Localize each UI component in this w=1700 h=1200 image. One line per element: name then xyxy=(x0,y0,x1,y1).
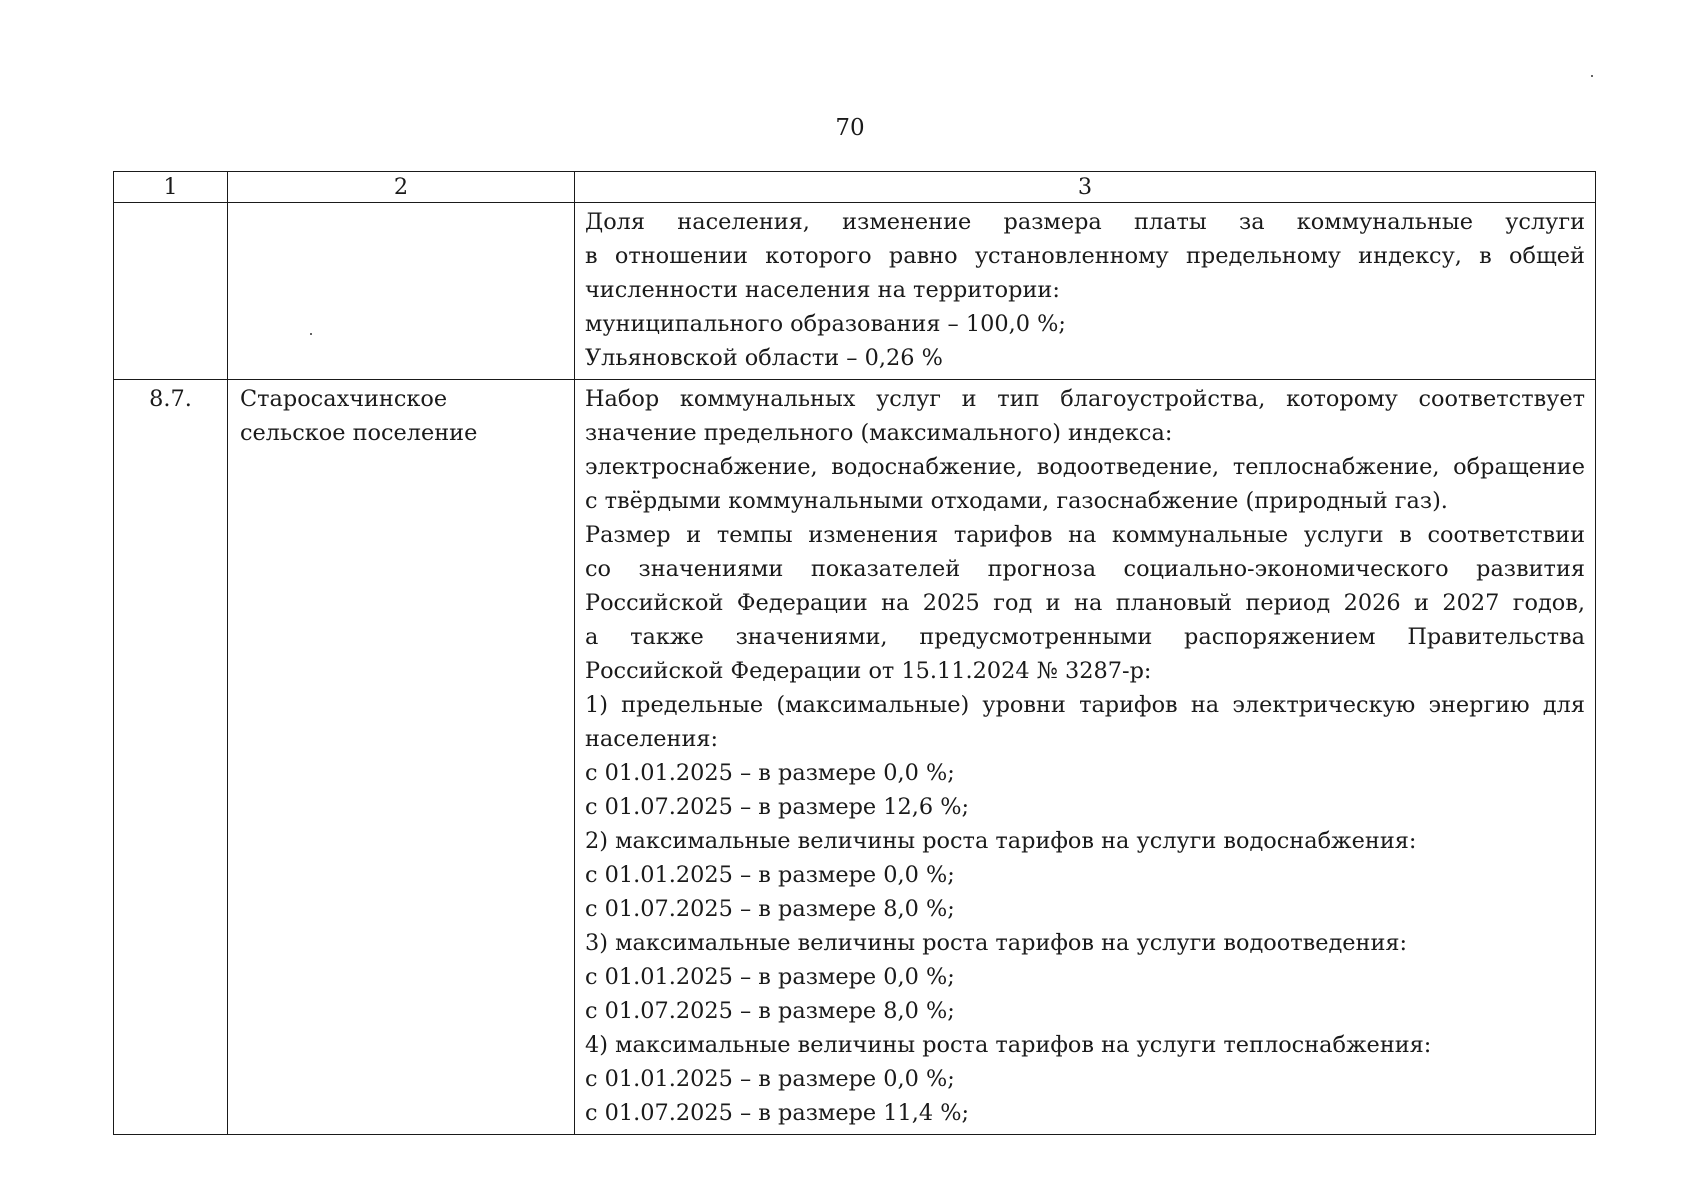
content-line: численности населения на территории: xyxy=(585,277,1060,303)
row-name xyxy=(228,203,575,380)
scan-mark xyxy=(310,333,312,335)
content-line: с 01.07.2025 – в размере 12,6 %; xyxy=(585,794,970,820)
content-line: Российской Федерации на 2025 год и на плановый период 2026 и 2027 годов, xyxy=(585,590,1585,616)
content-line: Набор коммунальных услуг и тип благоустройства, которому соответствует xyxy=(585,386,1585,412)
content-line: с 01.01.2025 – в размере 0,0 %; xyxy=(585,1066,955,1092)
content-line: 3) максимальные величины роста тарифов на услуги водоотведения: xyxy=(585,930,1408,956)
document-table xyxy=(113,171,1596,1135)
content-line: в отношении которого равно установленному предельному индексу, в общей xyxy=(585,243,1585,269)
content-line: со значениями показателей прогноза социально-экономического развития xyxy=(585,556,1585,582)
content-line: населения: xyxy=(585,726,719,752)
content-line: значение предельного (максимального) индекса: xyxy=(585,420,1173,446)
content-line: 2) максимальные величины роста тарифов на услуги водоснабжения: xyxy=(585,828,1417,854)
table-row xyxy=(114,380,1596,1135)
content-line: с 01.01.2025 – в размере 0,0 %; xyxy=(585,760,955,786)
content-line: Ульяновской области – 0,26 % xyxy=(585,345,943,371)
content-line: 4) максимальные величины роста тарифов на услуги теплоснабжения: xyxy=(585,1032,1432,1058)
header-col-1: 1 xyxy=(114,172,228,203)
content-line: с 01.01.2025 – в размере 0,0 %; xyxy=(585,862,955,888)
row-content xyxy=(575,203,1596,380)
content-line: Размер и темпы изменения тарифов на коммунальные услуги в соответствии xyxy=(585,522,1585,548)
row-number: 8.7. xyxy=(114,380,228,1135)
table-header-row xyxy=(114,172,1596,203)
content-line: Доля населения, изменение размера платы за коммунальные услуги xyxy=(585,209,1585,235)
row-name xyxy=(228,380,575,1135)
content-line: с 01.01.2025 – в размере 0,0 %; xyxy=(585,964,955,990)
content-line: Российской Федерации от 15.11.2024 № 3287-р: xyxy=(585,658,1152,684)
content-line: с 01.07.2025 – в размере 11,4 %; xyxy=(585,1100,970,1126)
content-line: 1) предельные (максимальные) уровни тарифов на электрическую энергию для xyxy=(585,692,1585,718)
scan-mark xyxy=(1591,75,1593,77)
table-row xyxy=(114,203,1596,380)
settlement-name-line: Старосахчинское xyxy=(240,386,448,412)
settlement-name-line: сельское поселение xyxy=(240,420,478,446)
row-content-lines xyxy=(585,205,1585,375)
row-number xyxy=(114,203,228,380)
content-line: с 01.07.2025 – в размере 8,0 %; xyxy=(585,896,955,922)
header-col-2: 2 xyxy=(228,172,575,203)
page-number: 70 xyxy=(835,115,865,141)
content-line: с твёрдыми коммунальными отходами, газоснабжение (природный газ). xyxy=(585,488,1448,514)
row-content xyxy=(575,380,1596,1135)
row-content-lines xyxy=(585,382,1585,1130)
content-line: а также значениями, предусмотренными распоряжением Правительства xyxy=(585,624,1585,650)
content-line: муниципального образования – 100,0 %; xyxy=(585,311,1066,337)
content-line: электроснабжение, водоснабжение, водоотведение, теплоснабжение, обращение xyxy=(585,454,1585,480)
content-line: с 01.07.2025 – в размере 8,0 %; xyxy=(585,998,955,1024)
header-col-3: 3 xyxy=(575,172,1596,203)
